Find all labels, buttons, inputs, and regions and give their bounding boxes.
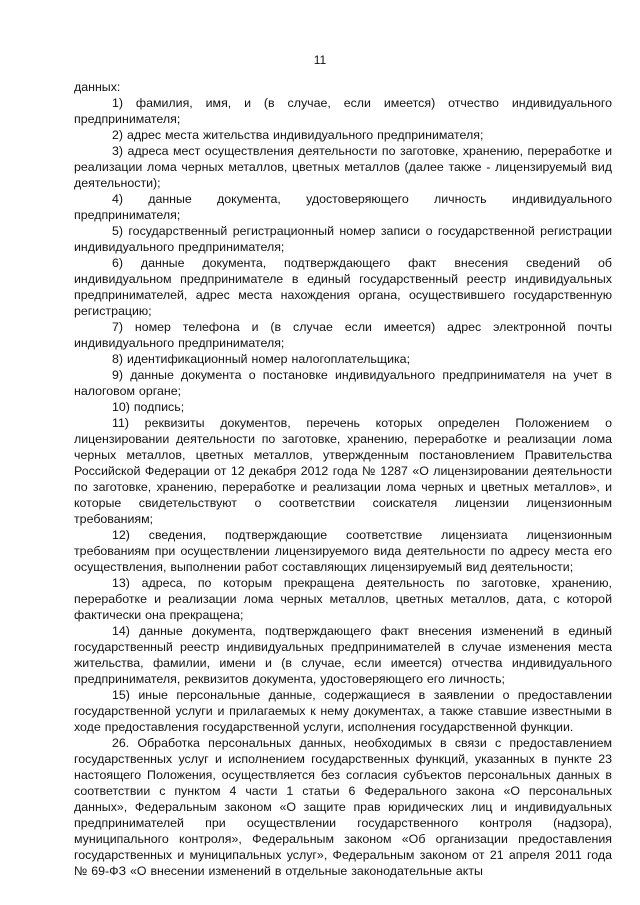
list-item-9: 9) данные документа о постановке индивидуального предпринимателя на учет в налоговом органе; — [74, 368, 612, 398]
list-item-7: 7) номер телефона и (в случае если имеется) адрес электронной почты индивидуального предпринимателя; — [74, 320, 612, 350]
list-item-11: 11) реквизиты документов, перечень которых определен Положением о лицензировании деятельности по заготовке, хранению, переработке и реализации лома черных металлов, цветных металлов, утвержденным постановлением Правительства Российской Федерации от 12 декабря 2012 года № 1287 «О лицензировании деятельности по заготовке, хранению, переработке и реализации лома черных и цветных металлов», и которые свидетельствуют о соответствии соискателя лицензии лицензионным требованиям; — [74, 416, 612, 526]
list-item-2: 2) адрес места жительства индивидуального предпринимателя; — [112, 128, 484, 142]
list-item-15: 15) иные персональные данные, содержащиеся в заявлении о предоставлении государственной услуги и прилагаемых к нему документах, а также ставшие известными в ходе предоставления государственной услуги, исполнения государственной функции. — [74, 688, 612, 734]
list-item-1: 1) фамилия, имя, и (в случае, если имеется) отчество индивидуального предпринимателя; — [74, 96, 612, 126]
list-item-10: 10) подпись; — [112, 400, 185, 414]
page-number: 11 — [313, 53, 327, 67]
list-item-12: 12) сведения, подтверждающие соответствие лицензиата лицензионным требованиям при осуществлении лицензируемого вида деятельности по адресу места его осуществления, выполнении работ составляющих лицензируемый вид деятельности; — [74, 528, 612, 574]
list-item-4: 4) данные документа, удостоверяющего личность индивидуального предпринимателя; — [74, 192, 612, 222]
clause-26: 26. Обработка персональных данных, необходимых в связи с предоставлением государственных услуг и исполнением государственных функций, указанных в пункте 23 настоящего Положения, осуществляется без согласия субъектов персональных данных в соответствии с пунктом 4 части 1 статьи 6 Федерального закона «О персональных данных», Федеральным законом «О защите прав юридических лиц и индивидуальных предпринимателей при осуществлении государственного контроля (надзора), муниципального контроля», Федеральным законом «Об организации предоставления государственных и муниципальных услуг», Федеральным законом от 21 апреля 2011 года № 69-ФЗ «О внесении изменений в отдельные законодательные акты — [74, 736, 612, 878]
paragraph-continuation: данных: — [74, 80, 121, 94]
document-body — [74, 79, 612, 879]
list-item-5: 5) государственный регистрационный номер записи о государственной регистрации индивидуального предпринимателя; — [74, 224, 612, 254]
list-item-13: 13) адреса, по которым прекращена деятельность по заготовке, хранению, переработке и реализации лома черных металлов, цветных металлов, дата, с которой фактически она прекращена; — [74, 576, 612, 622]
list-item-6: 6) данные документа, подтверждающего факт внесения сведений об индивидуальном предпринимателе в единый государственный реестр индивидуальных предпринимателей, адрес места нахождения органа, осуществившего государственную регистрацию; — [74, 256, 612, 318]
list-item-8: 8) идентификационный номер налогоплательщика; — [112, 352, 411, 366]
list-item-3: 3) адреса мест осуществления деятельности по заготовке, хранению, переработке и реализации лома черных металлов, цветных металлов (далее также - лицензируемый вид деятельности); — [74, 144, 612, 190]
list-item-14: 14) данные документа, подтверждающего факт внесения изменений в единый государственный реестр индивидуальных предпринимателей в случае изменения места жительства, фамилии, имени и (в случае, если имеется) отчества индивидуального предпринимателя, реквизитов документа, удостоверяющего его личность; — [74, 624, 612, 686]
